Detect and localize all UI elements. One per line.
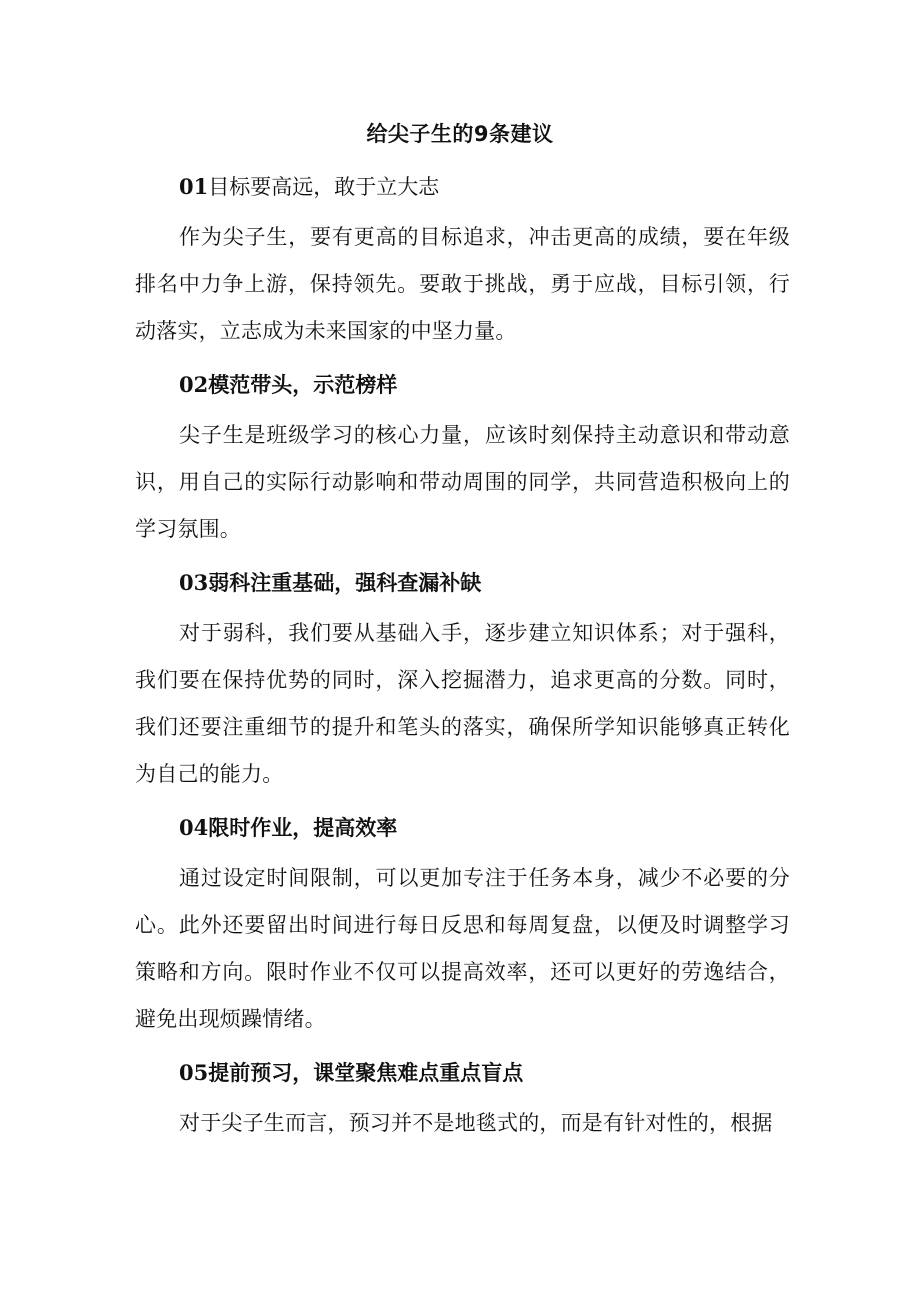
section-heading-text: 模范带头，示范榜样	[208, 373, 398, 397]
document-body	[135, 168, 790, 1158]
section-heading-text: 限时作业，提高效率	[208, 816, 398, 840]
section-heading-03	[135, 564, 790, 602]
section-number: 01	[179, 174, 209, 199]
section-number: 04	[179, 815, 209, 840]
section-heading-text: 弱科注重基础，强科查漏补缺	[208, 571, 482, 595]
section-number: 02	[179, 372, 209, 397]
document-title: 给尖子生的9条建议	[366, 122, 554, 146]
section-heading-02	[135, 366, 790, 404]
section-heading-04	[135, 809, 790, 847]
section-paragraph-03: 对于弱科，我们要从基础入手，逐步建立知识体系；对于强科，我们要在保持优势的同时，深入挖掘潜力，追求更高的分数。同时，我们还要注重细节的提升和笔头的落实，确保所学知识能够真正转化为自己的能力。	[135, 621, 790, 786]
section-number: 03	[179, 570, 209, 595]
section-paragraph-02: 尖子生是班级学习的核心力量，应该时刻保持主动意识和带动意识，用自己的实际行动影响和带动周围的同学，共同营造积极向上的学习氛围。	[135, 423, 790, 541]
section-paragraph-01: 作为尖子生，要有更高的目标追求，冲击更高的成绩，要在年级排名中力争上游，保持领先。要敢于挑战，勇于应战，目标引领，行动落实，立志成为未来国家的中坚力量。	[135, 225, 790, 343]
section-number: 05	[179, 1060, 209, 1085]
section-heading-01	[135, 168, 790, 206]
section-heading-text: 提前预习，课堂聚焦难点重点盲点	[208, 1061, 524, 1085]
section-heading-05	[135, 1054, 790, 1092]
section-paragraph-04: 通过设定时间限制，可以更加专注于任务本身，减少不必要的分心。此外还要留出时间进行每日反思和每周复盘，以便及时调整学习策略和方向。限时作业不仅可以提高效率，还可以更好的劳逸结合，避免出现烦躁情绪。	[135, 866, 790, 1031]
section-heading-text: 目标要高远，敢于立大志	[208, 175, 440, 199]
section-paragraph-05: 对于尖子生而言，预习并不是地毯式的，而是有针对性的，根据	[179, 1111, 773, 1135]
